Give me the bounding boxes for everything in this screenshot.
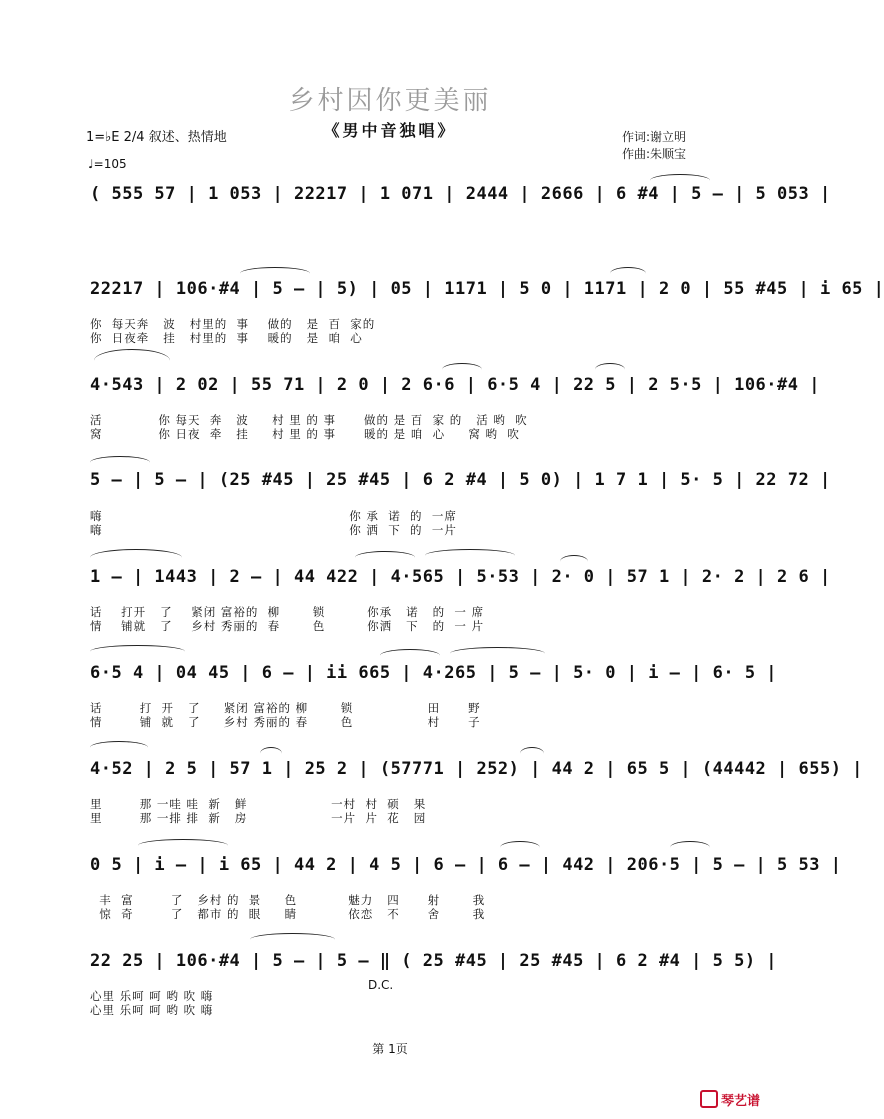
slur xyxy=(355,551,415,564)
staff-4 xyxy=(90,470,831,510)
slur xyxy=(138,839,228,852)
slur xyxy=(94,349,170,372)
lyric-line-2: 情 铺 就 了 乡村 秀丽的 春 色 村 子 xyxy=(90,715,481,729)
lyric-line-1: 心里 乐呵 呵 哟 吹 嗨 xyxy=(90,989,214,1003)
lyric-line-2: 嗨 你 洒 下 的 一片 xyxy=(90,523,457,537)
slur xyxy=(425,549,515,562)
lyric-line-1: 你 每天奔 波 村里的 事 做的 是 百 家的 xyxy=(90,317,376,331)
staff-notes: 5 – | 5 – | (25 #45 | 25 #45 | 6 2 #4 | 5 0) | 1 7 1 | 5· 5 | 22 72 | xyxy=(90,470,831,490)
staff-notes: 22217 | 106·#4 | 5 – | 5) | 05 | 1171 | 5 0 | 1171 | 2 0 | 55 #45 | i 65 | xyxy=(90,279,884,299)
staff-notes: 0 5 | i – | i 65 | 44 2 | 4 5 | 6 – | 6 – | 442 | 206·5 | 5 – | 5 53 | xyxy=(90,855,842,875)
staff-1 xyxy=(90,184,831,224)
staff-5 xyxy=(90,567,831,607)
staff-notes: 1 – | 1443 | 2 – | 44 422 | 4·565 | 5·53 | 2· 0 | 57 1 | 2· 2 | 2 6 | xyxy=(90,567,831,587)
staff-notes: 4·543 | 2 02 | 55 71 | 2 0 | 2 6·6 | 6·5 4 | 22 5 | 2 5·5 | 106·#4 | xyxy=(90,375,820,395)
staff-6 xyxy=(90,663,778,703)
slur xyxy=(250,933,335,946)
logo-text: 琴艺谱 xyxy=(721,1094,761,1109)
slur xyxy=(520,747,544,760)
slur xyxy=(260,747,282,760)
lyricist: 作词:谢立明 xyxy=(622,130,687,144)
slur xyxy=(380,649,440,662)
page-number: 第 1页 xyxy=(372,1042,408,1056)
lyric-line-2: 心里 乐呵 呵 哟 吹 嗨 xyxy=(90,1003,214,1017)
staff-3 xyxy=(90,375,820,415)
lyric-line-1: 活 你 每天 奔 波 村 里 的 事 做的 是 百 家 的 活 哟 吹 xyxy=(90,413,528,427)
slur xyxy=(560,555,588,568)
slur xyxy=(90,645,185,658)
lyric-line-1: 里 那 一哇 哇 新 鲜 一村 村 硕 果 xyxy=(90,797,427,811)
slur xyxy=(595,363,625,376)
lyric-line-1: 嗨 你 承 诺 的 一席 xyxy=(90,509,457,523)
slur xyxy=(610,267,646,280)
lyric-line-2: 窝 你 日夜 牵 挂 村 里 的 事 暖的 是 咱 心 窝 哟 吹 xyxy=(90,427,520,441)
song-title: 乡村因你更美丽 xyxy=(288,86,492,116)
lyric-line-2: 惊 奇 了 都市 的 眼 睛 依恋 不 舍 我 xyxy=(90,907,486,921)
lyric-line-2: 里 那 一排 排 新 房 一片 片 花 园 xyxy=(90,811,427,825)
lyric-line-2: 情 铺就 了 乡村 秀丽的 春 色 你洒 下 的 一 片 xyxy=(90,619,485,633)
staff-notes: ( 555 57 | 1 053 | 22217 | 1 071 | 2444 | 2666 | 6 #4 | 5 – | 5 053 | xyxy=(90,184,831,204)
slur xyxy=(670,841,710,854)
site-logo[interactable] xyxy=(700,1090,760,1109)
song-subtitle: 《男中音独唱》 xyxy=(323,121,457,140)
key-signature: 1=♭E 2/4 叙述、热情地 xyxy=(86,130,227,145)
lyric-line-1: 话 打 开 了 紧闭 富裕的 柳 锁 田 野 xyxy=(90,701,481,715)
lyric-line-1: 丰 富 了 乡村 的 景 色 魅力 四 射 我 xyxy=(90,893,486,907)
lyric-line-1: 话 打开 了 紧闭 富裕的 柳 锁 你承 诺 的 一 席 xyxy=(90,605,485,619)
slur xyxy=(90,741,148,754)
dc-mark: D.C. xyxy=(368,978,394,992)
staff-7 xyxy=(90,759,863,799)
slur xyxy=(90,549,182,566)
staff-9 xyxy=(90,951,778,991)
slur xyxy=(442,363,482,376)
staff-8 xyxy=(90,855,842,895)
slur xyxy=(650,174,710,187)
staff-2 xyxy=(90,279,884,319)
slur xyxy=(450,647,545,660)
staff-notes: 22 25 | 106·#4 | 5 – | 5 – ‖ ( 25 #45 | 25 #45 | 6 2 #4 | 5 5) | xyxy=(90,951,778,971)
composer: 作曲:朱顺宝 xyxy=(622,147,687,161)
slur xyxy=(240,267,310,280)
slur xyxy=(90,456,150,469)
logo-icon xyxy=(700,1090,718,1108)
slur xyxy=(500,841,540,854)
tempo-mark: ♩=105 xyxy=(88,157,127,171)
lyric-line-2: 你 日夜牵 挂 村里的 事 暖的 是 咱 心 xyxy=(90,331,363,345)
staff-notes: 4·52 | 2 5 | 57 1 | 25 2 | (57771 | 252) | 44 2 | 65 5 | (44442 | 655) | xyxy=(90,759,863,779)
staff-notes: 6·5 4 | 04 45 | 6 – | ii 665 | 4·265 | 5 – | 5· 0 | i – | 6· 5 | xyxy=(90,663,778,683)
